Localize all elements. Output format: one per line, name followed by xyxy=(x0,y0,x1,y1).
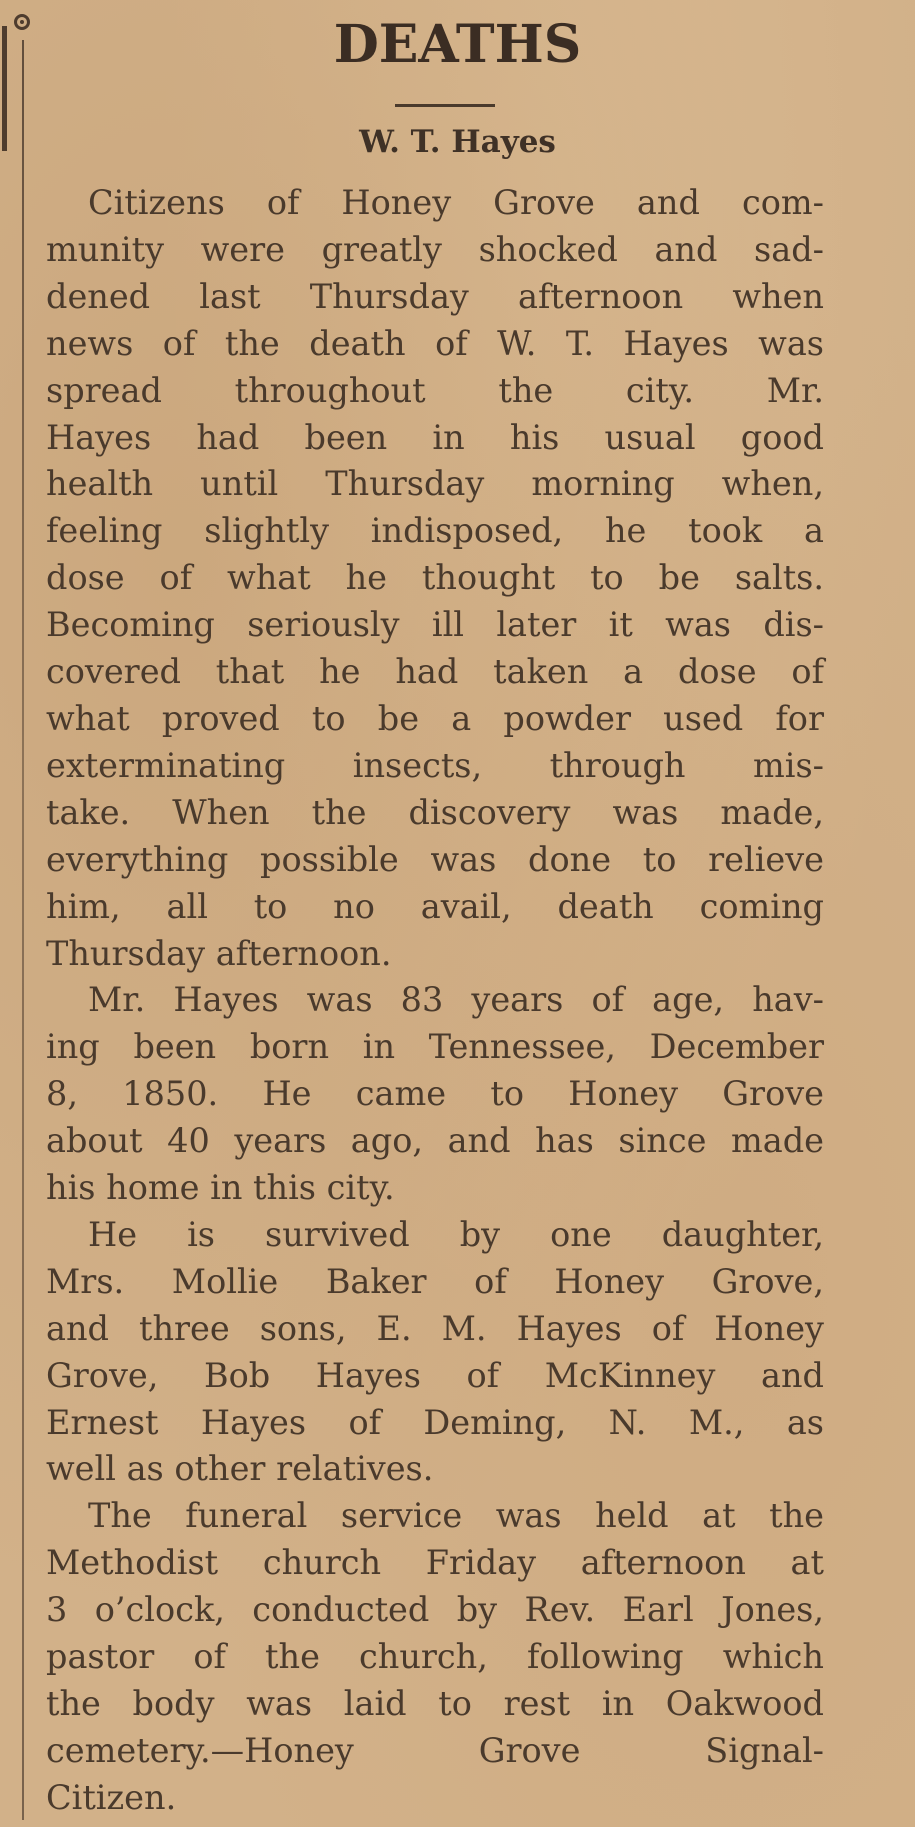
text-line: news of the death of W. T. Hayes was xyxy=(46,323,824,363)
text-line: feeling slightly indisposed, he took a xyxy=(46,511,824,551)
text-line: covered that he had taken a dose of xyxy=(46,652,824,692)
paragraph-4 xyxy=(46,1493,824,1821)
text-line: and three sons, E. M. Hayes of Honey xyxy=(46,1308,824,1348)
text-line: take. When the discovery was made, xyxy=(46,792,824,832)
text-line: the body was laid to rest in Oakwood xyxy=(46,1684,824,1723)
column-rule xyxy=(22,40,24,1820)
text-line: dened last Thursday afternoon when xyxy=(46,276,824,316)
text-line: his home in this city. xyxy=(46,1168,395,1208)
text-line: Citizens of Honey Grove and com- xyxy=(88,183,824,222)
text-line: what proved to be a powder used for xyxy=(46,698,824,738)
text-line: Citizen. xyxy=(46,1777,177,1817)
text-line: Becoming seriously ill later it was dis- xyxy=(46,605,824,645)
text-line: Grove, Bob Hayes of McKinney and xyxy=(46,1355,824,1395)
text-line: munity were greatly shocked and sad- xyxy=(46,229,824,269)
text-line: ing been born in Tennessee, December xyxy=(46,1027,824,1067)
text-line: Methodist church Friday afternoon at xyxy=(46,1543,824,1583)
text-line: exterminating insects, through mis- xyxy=(46,745,824,785)
text-line: spread throughout the city. Mr. xyxy=(46,370,824,410)
heading-divider xyxy=(395,104,495,107)
text-line: well as other relatives. xyxy=(46,1449,434,1489)
text-line: 8, 1850. He came to Honey Grove xyxy=(46,1074,824,1114)
text-line: cemetery.—Honey Grove Signal- xyxy=(46,1730,824,1770)
text-line: Thursday afternoon. xyxy=(46,933,392,973)
text-line: pastor of the church, following which xyxy=(46,1637,824,1677)
text-line: Mr. Hayes was 83 years of age, hav- xyxy=(88,980,824,1020)
section-title: DEATHS xyxy=(333,14,582,75)
paragraph-1 xyxy=(46,180,824,977)
text-line: everything possible was done to relieve xyxy=(46,839,824,879)
text-line: He is survived by one daughter, xyxy=(88,1214,824,1254)
text-line: Ernest Hayes of Deming, N. M., as xyxy=(46,1402,824,1442)
text-line: about 40 years ago, and has since made xyxy=(46,1121,824,1161)
article-heading: W. T. Hayes xyxy=(359,124,556,160)
text-line: him, all to no avail, death coming xyxy=(46,886,824,926)
text-line: 3 o’clock, conducted by Rev. Earl Jones, xyxy=(46,1590,824,1630)
text-line: dose of what he thought to be salts. xyxy=(46,558,824,598)
paragraph-2 xyxy=(46,977,824,1212)
paragraph-3 xyxy=(46,1212,824,1493)
text-line: The funeral service was held at the xyxy=(88,1496,824,1536)
article-body xyxy=(46,180,824,1822)
text-line: Mrs. Mollie Baker of Honey Grove, xyxy=(46,1261,824,1301)
text-line: health until Thursday morning when, xyxy=(46,464,824,504)
text-line: Hayes had been in his usual good xyxy=(46,417,824,457)
